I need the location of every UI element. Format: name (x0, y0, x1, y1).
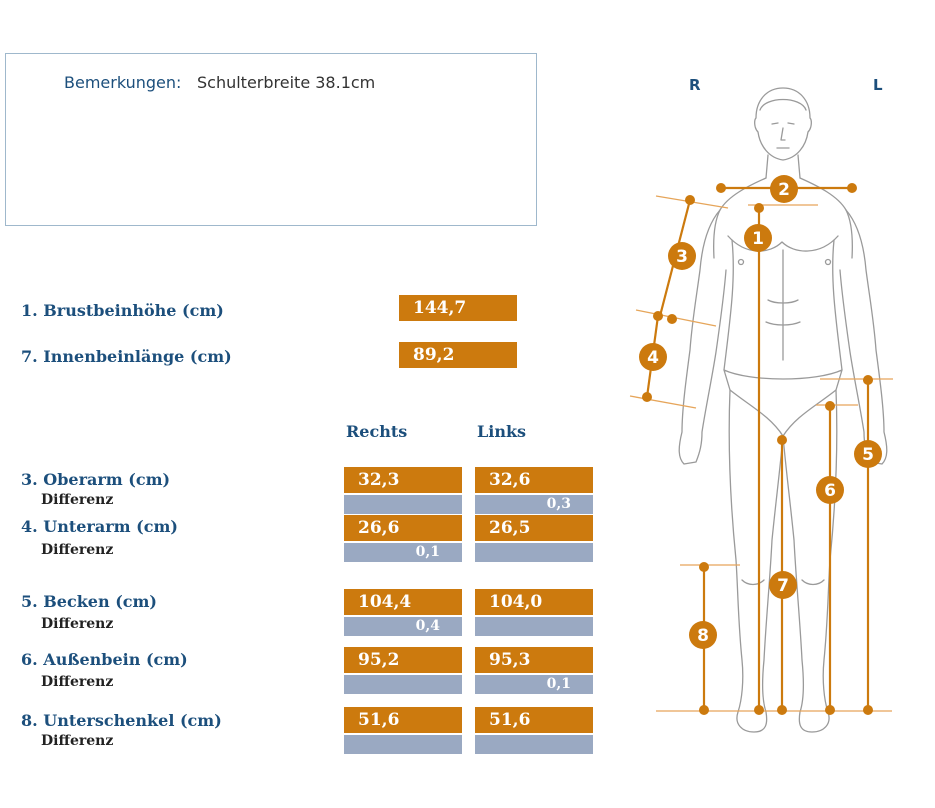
upper-arm-label: 3. Oberarm (cm) (21, 470, 171, 489)
remarks-text: Schulterbreite 38.1cm (197, 73, 376, 92)
forearm-left-diff (475, 543, 593, 562)
side-label-left: L (873, 76, 883, 94)
pelvis-left-value: 104,0 (475, 589, 593, 615)
outer-leg-right-value: 95,2 (344, 647, 462, 673)
marker-3-text: 3 (676, 247, 688, 267)
marker-4 (639, 343, 667, 371)
marker-2-text: 2 (778, 180, 790, 200)
body-measurement-figure (620, 60, 920, 740)
pelvis-label: 5. Becken (cm) (21, 592, 157, 611)
forearm-diff-label: Differenz (41, 542, 114, 558)
sternum-height-label: 1. Brustbeinhöhe (cm) (21, 301, 224, 320)
upper-arm-right-value: 32,3 (344, 467, 462, 493)
pelvis-right-value: 104,4 (344, 589, 462, 615)
outer-leg-left-diff: 0,1 (475, 675, 593, 694)
marker-5 (854, 440, 882, 468)
measurement-guide-lines (630, 196, 893, 711)
sternum-height-value: 144,7 (399, 295, 517, 321)
lower-leg-right-value: 51,6 (344, 707, 462, 733)
lower-leg-left-value: 51,6 (475, 707, 593, 733)
marker-6-text: 6 (824, 481, 836, 501)
pelvis-diff-label: Differenz (41, 616, 114, 632)
inseam-length-label: 7. Innenbeinlänge (cm) (21, 347, 232, 366)
column-header-right: Rechts (346, 422, 408, 441)
forearm-right-diff: 0,1 (344, 543, 462, 562)
marker-7-text: 7 (777, 576, 789, 596)
marker-8-text: 8 (697, 626, 709, 646)
inseam-length-value: 89,2 (399, 342, 517, 368)
marker-4-text: 4 (647, 348, 659, 368)
outer-leg-right-diff (344, 675, 462, 694)
upper-arm-diff-label: Differenz (41, 492, 114, 508)
forearm-right-value: 26,6 (344, 515, 462, 541)
lower-leg-diff-label: Differenz (41, 733, 114, 749)
marker-2 (770, 175, 798, 203)
outer-leg-diff-label: Differenz (41, 674, 114, 690)
marker-3 (668, 242, 696, 270)
upper-arm-left-diff: 0,3 (475, 495, 593, 514)
lower-leg-label: 8. Unterschenkel (cm) (21, 711, 222, 730)
outer-leg-label: 6. Außenbein (cm) (21, 650, 188, 669)
marker-5-text: 5 (862, 445, 874, 465)
marker-6 (816, 476, 844, 504)
pelvis-right-diff: 0,4 (344, 617, 462, 636)
upper-arm-left-value: 32,6 (475, 467, 593, 493)
forearm-label: 4. Unterarm (cm) (21, 517, 178, 536)
remarks-box[interactable] (5, 53, 537, 226)
upper-arm-right-diff (344, 495, 462, 514)
outer-leg-left-value: 95,3 (475, 647, 593, 673)
lower-leg-right-diff (344, 735, 462, 754)
marker-1-text: 1 (752, 229, 764, 249)
column-header-left: Links (477, 422, 527, 441)
side-label-right: R (689, 76, 701, 94)
marker-7 (769, 571, 797, 599)
remarks-label: Bemerkungen: (64, 73, 182, 92)
marker-1 (744, 224, 772, 252)
marker-8 (689, 621, 717, 649)
pelvis-left-diff (475, 617, 593, 636)
lower-leg-left-diff (475, 735, 593, 754)
forearm-left-value: 26,5 (475, 515, 593, 541)
